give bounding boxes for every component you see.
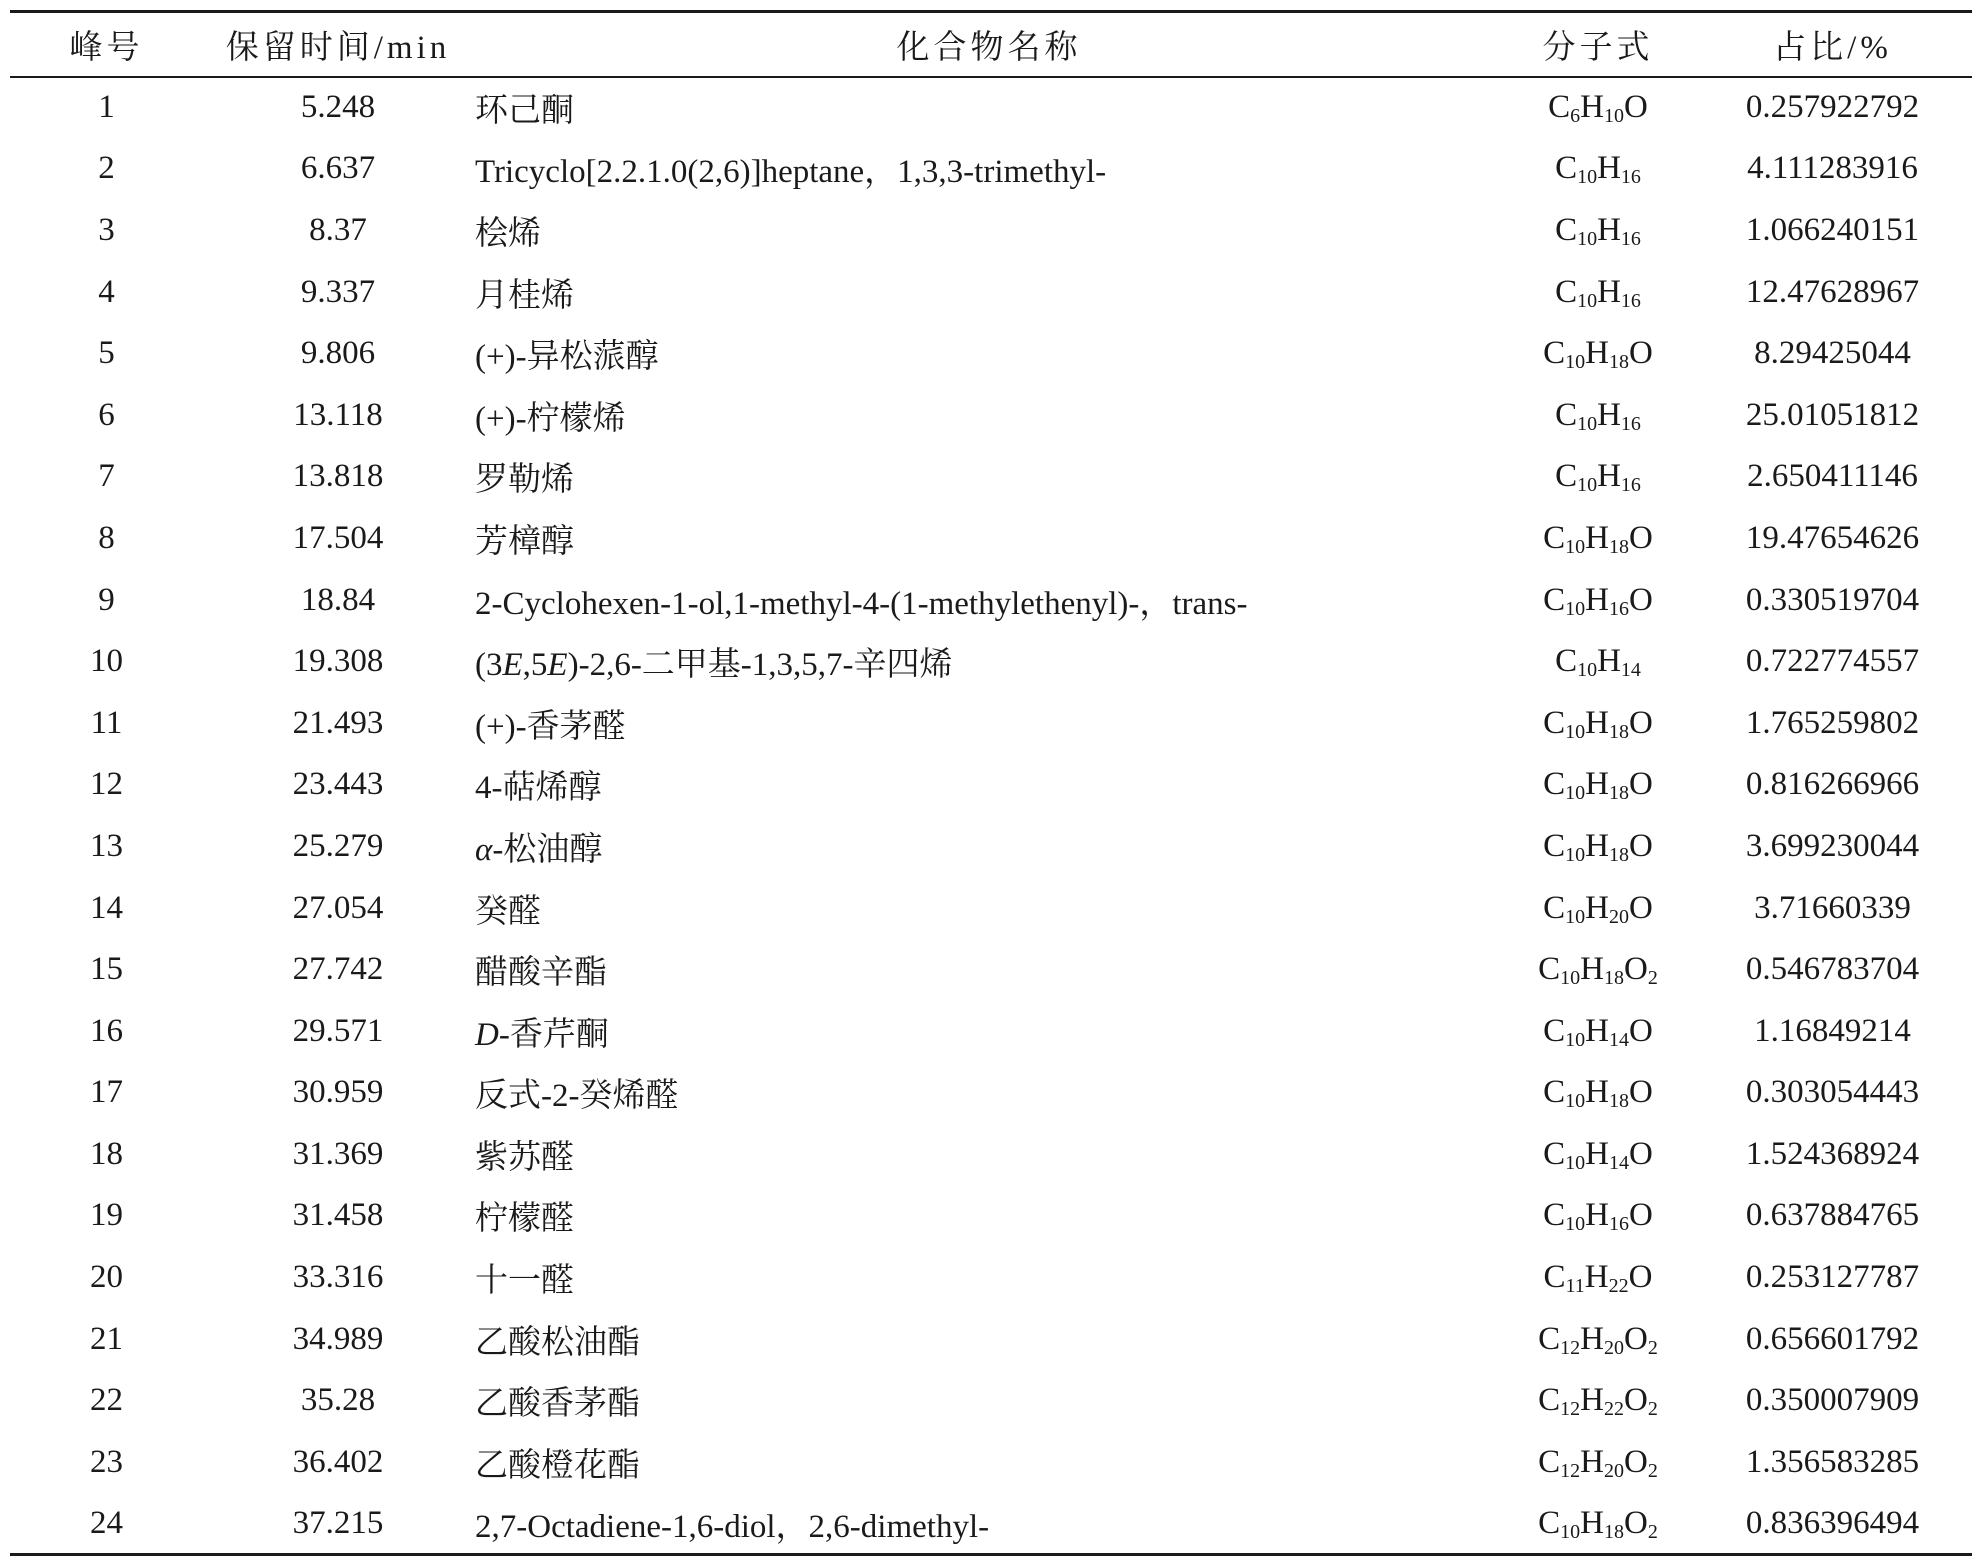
table-row xyxy=(10,569,1972,631)
peak-number-cell: 9 xyxy=(98,581,115,618)
molecular-formula-cell: $C_{10}H_{16}$ xyxy=(1555,150,1641,189)
compound-name-cell: 癸醛 xyxy=(475,893,541,930)
peak-number-cell: 16 xyxy=(90,1012,123,1049)
molecular-formula-cell: $C_{10}H_{18}O$ xyxy=(1543,335,1653,374)
compound-name-cell: 乙酸橙花酯 xyxy=(475,1447,640,1484)
retention-time-cell: 37.215 xyxy=(203,1493,473,1555)
peak-number-cell: 17 xyxy=(90,1074,123,1111)
retention-time-cell: 29.571 xyxy=(292,1012,384,1049)
peak-number-cell: 22 xyxy=(90,1382,123,1419)
table-header xyxy=(10,12,1972,77)
retention-time-cell: 17.504 xyxy=(292,519,384,556)
table-body xyxy=(10,77,1972,1555)
retention-time-cell: 9.806 xyxy=(300,335,376,372)
peak-number-cell: 24 xyxy=(10,1493,203,1555)
compound-name-cell: 4-萜烯醇 xyxy=(475,770,602,807)
percentage-cell: 0.350007909 xyxy=(1745,1382,1920,1419)
compound-name-cell: 乙酸松油酯 xyxy=(475,1324,640,1361)
table-row xyxy=(10,692,1972,754)
retention-time-cell: 25.279 xyxy=(292,827,384,864)
table-row xyxy=(10,939,1972,1001)
table-row xyxy=(10,1062,1972,1124)
molecular-formula-cell: $C_6H_{10}O$ xyxy=(1548,89,1648,128)
percentage-cell: 1.066240151 xyxy=(1745,211,1920,248)
peak-number-cell: 12 xyxy=(90,766,123,803)
molecular-formula-cell: $C_{12}H_{22}O_2$ xyxy=(1538,1382,1658,1421)
table-row xyxy=(10,446,1972,508)
compound-name-cell: 紫苏醛 xyxy=(475,1139,574,1176)
compound-name-cell: 2,7-Octadiene-1,6-diol，2,6-dimethyl- xyxy=(473,1493,1503,1555)
header-molecular-formula: 分子式 xyxy=(1503,12,1693,77)
molecular-formula-cell: $C_{12}H_{20}O_2$ xyxy=(1538,1320,1658,1359)
peak-number-cell: 15 xyxy=(90,951,123,988)
molecular-formula-cell: $C_{11}H_{22}O$ xyxy=(1543,1259,1653,1298)
peak-number-cell: 6 xyxy=(98,396,115,433)
retention-time-cell: 9.337 xyxy=(300,273,376,310)
peak-number-cell: 1 xyxy=(98,89,115,126)
table-row xyxy=(10,384,1972,446)
retention-time-cell: 23.443 xyxy=(292,766,384,803)
table-row xyxy=(10,1124,1972,1186)
compound-name-cell: (+)-异松蒎醇 xyxy=(475,339,659,376)
peak-number-cell: 10 xyxy=(90,643,123,680)
retention-time-cell: 13.818 xyxy=(292,458,384,495)
percentage-cell: 0.722774557 xyxy=(1745,643,1920,680)
molecular-formula-cell: $C_{12}H_{20}O_2$ xyxy=(1538,1443,1658,1482)
compound-name-cell: 罗勒烯 xyxy=(475,462,574,499)
percentage-cell: 0.330519704 xyxy=(1745,581,1920,618)
molecular-formula-cell: $C_{10}H_{16}$ xyxy=(1555,211,1641,250)
retention-time-cell: 34.989 xyxy=(292,1320,384,1357)
table-row xyxy=(10,1432,1972,1494)
retention-time-cell: 21.493 xyxy=(292,704,384,741)
compound-name-cell: 柠檬醛 xyxy=(475,1201,574,1238)
molecular-formula-cell: $C_{10}H_{18}O$ xyxy=(1543,766,1653,805)
header-compound-name: 化合物名称 xyxy=(473,12,1503,77)
table-row xyxy=(10,1185,1972,1247)
compound-name-cell: 2-Cyclohexen-1-ol,1-methyl-4-(1-methylethenyl)-，trans- xyxy=(475,585,1248,622)
molecular-formula-cell: $C_{10}H_{16}$ xyxy=(1555,396,1641,435)
percentage-cell: 25.01051812 xyxy=(1745,396,1920,433)
peak-number-cell: 23 xyxy=(90,1443,123,1480)
percentage-cell: 3.699230044 xyxy=(1745,827,1920,864)
compound-name-cell: (+)-香茅醛 xyxy=(475,708,626,745)
table-row xyxy=(10,261,1972,323)
molecular-formula-cell: $C_{10}H_{18}O$ xyxy=(1543,1074,1653,1113)
retention-time-cell: 5.248 xyxy=(300,89,376,126)
molecular-formula-cell: $C_{10}H_{16}$ xyxy=(1555,458,1641,497)
compound-name-cell: (3E,5E)-2,6-二甲基-1,3,5,7-辛四烯 xyxy=(475,647,953,684)
retention-time-cell: 13.118 xyxy=(293,396,383,433)
percentage-cell: 1.356583285 xyxy=(1745,1443,1920,1480)
peak-number-cell: 3 xyxy=(98,211,115,248)
molecular-formula-cell: $C_{10}H_{14}$ xyxy=(1555,643,1641,682)
percentage-cell: 0.656601792 xyxy=(1745,1320,1920,1357)
peak-number-cell: 21 xyxy=(90,1320,123,1357)
table-row xyxy=(10,816,1972,878)
compound-name-cell: Tricyclo[2.2.1.0(2,6)]heptane，1,3,3-trimethyl- xyxy=(475,154,1107,191)
table-row xyxy=(10,77,1972,139)
percentage-cell: 8.29425044 xyxy=(1754,335,1911,372)
peak-number-cell: 19 xyxy=(90,1197,123,1234)
retention-time-cell: 6.637 xyxy=(300,150,376,187)
header-percentage: 占比/% xyxy=(1693,12,1972,77)
retention-time-cell: 27.742 xyxy=(292,951,384,988)
molecular-formula-cell: $C_{10}H_{18}O_2$ xyxy=(1538,951,1658,990)
compound-table xyxy=(10,10,1972,1556)
percentage-cell: 0.816266966 xyxy=(1745,766,1920,803)
table-row xyxy=(10,1000,1972,1062)
percentage-cell: 2.650411146 xyxy=(1747,458,1918,495)
compound-name-cell: (+)-柠檬烯 xyxy=(475,400,626,437)
compound-name-cell: 乙酸香茅酯 xyxy=(475,1386,640,1423)
peak-number-cell: 13 xyxy=(90,827,123,864)
table-row xyxy=(10,754,1972,816)
percentage-cell: 1.16849214 xyxy=(1754,1012,1911,1049)
compound-name-cell: 环己酮 xyxy=(475,93,574,130)
molecular-formula-cell: $C_{10}H_{14}O$ xyxy=(1543,1135,1653,1174)
retention-time-cell: 18.84 xyxy=(300,581,376,618)
table-row xyxy=(10,1493,1972,1555)
percentage-cell: 0.546783704 xyxy=(1745,951,1920,988)
header-retention-time: 保留时间/min xyxy=(203,12,473,77)
table-row xyxy=(10,323,1972,385)
compound-name-cell: 反式-2-癸烯醛 xyxy=(475,1078,679,1115)
retention-time-cell: 30.959 xyxy=(292,1074,384,1111)
percentage-cell: 0.253127787 xyxy=(1745,1259,1920,1296)
retention-time-cell: 31.458 xyxy=(292,1197,384,1234)
table-row xyxy=(10,631,1972,693)
compound-name-cell: 十一醛 xyxy=(475,1263,574,1300)
molecular-formula-cell: $C_{10}H_{18}O_2$ xyxy=(1503,1493,1693,1555)
peak-number-cell: 5 xyxy=(98,335,115,372)
compound-table-container xyxy=(10,10,1972,1556)
peak-number-cell: 14 xyxy=(90,889,123,926)
header-row xyxy=(10,12,1972,77)
compound-name-cell: 桧烯 xyxy=(475,215,541,252)
percentage-cell: 4.111283916 xyxy=(1747,150,1918,187)
compound-name-cell: α-松油醇 xyxy=(475,831,603,868)
retention-time-cell: 8.37 xyxy=(309,211,367,248)
percentage-cell: 0.257922792 xyxy=(1745,89,1920,126)
molecular-formula-cell: $C_{10}H_{18}O$ xyxy=(1543,519,1653,558)
molecular-formula-cell: $C_{10}H_{20}O$ xyxy=(1543,889,1653,928)
table-row xyxy=(10,508,1972,570)
table-row xyxy=(10,1370,1972,1432)
percentage-cell: 12.47628967 xyxy=(1745,273,1920,310)
percentage-cell: 1.524368924 xyxy=(1745,1135,1920,1172)
compound-name-cell: D-香芹酮 xyxy=(475,1016,609,1053)
molecular-formula-cell: $C_{10}H_{16}O$ xyxy=(1543,1197,1653,1236)
table-row xyxy=(10,1308,1972,1370)
retention-time-cell: 36.402 xyxy=(292,1443,384,1480)
molecular-formula-cell: $C_{10}H_{14}O$ xyxy=(1543,1012,1653,1051)
peak-number-cell: 2 xyxy=(98,150,115,187)
molecular-formula-cell: $C_{10}H_{18}O$ xyxy=(1543,704,1653,743)
peak-number-cell: 7 xyxy=(98,458,115,495)
peak-number-cell: 11 xyxy=(90,704,123,741)
percentage-cell: 0.637884765 xyxy=(1745,1197,1920,1234)
retention-time-cell: 31.369 xyxy=(292,1135,384,1172)
peak-number-cell: 20 xyxy=(90,1259,123,1296)
compound-name-cell: 月桂烯 xyxy=(475,277,574,314)
retention-time-cell: 19.308 xyxy=(292,643,384,680)
retention-time-cell: 35.28 xyxy=(300,1382,376,1419)
table-row xyxy=(10,1247,1972,1309)
molecular-formula-cell: $C_{10}H_{18}O$ xyxy=(1543,827,1653,866)
percentage-cell: 19.47654626 xyxy=(1745,519,1920,556)
compound-name-cell: 醋酸辛酯 xyxy=(475,955,607,992)
percentage-cell: 3.71660339 xyxy=(1754,889,1911,926)
percentage-cell: 0.836396494 xyxy=(1693,1493,1972,1555)
peak-number-cell: 8 xyxy=(98,519,115,556)
compound-name-cell: 芳樟醇 xyxy=(475,523,574,560)
percentage-cell: 0.303054443 xyxy=(1745,1074,1920,1111)
retention-time-cell: 33.316 xyxy=(292,1259,384,1296)
header-peak-number: 峰号 xyxy=(10,12,203,77)
retention-time-cell: 27.054 xyxy=(292,889,384,926)
peak-number-cell: 4 xyxy=(98,273,115,310)
percentage-cell: 1.765259802 xyxy=(1745,704,1920,741)
peak-number-cell: 18 xyxy=(90,1135,123,1172)
table-row xyxy=(10,138,1972,200)
table-row xyxy=(10,200,1972,262)
table-row xyxy=(10,877,1972,939)
molecular-formula-cell: $C_{10}H_{16}$ xyxy=(1555,273,1641,312)
molecular-formula-cell: $C_{10}H_{16}O$ xyxy=(1543,581,1653,620)
